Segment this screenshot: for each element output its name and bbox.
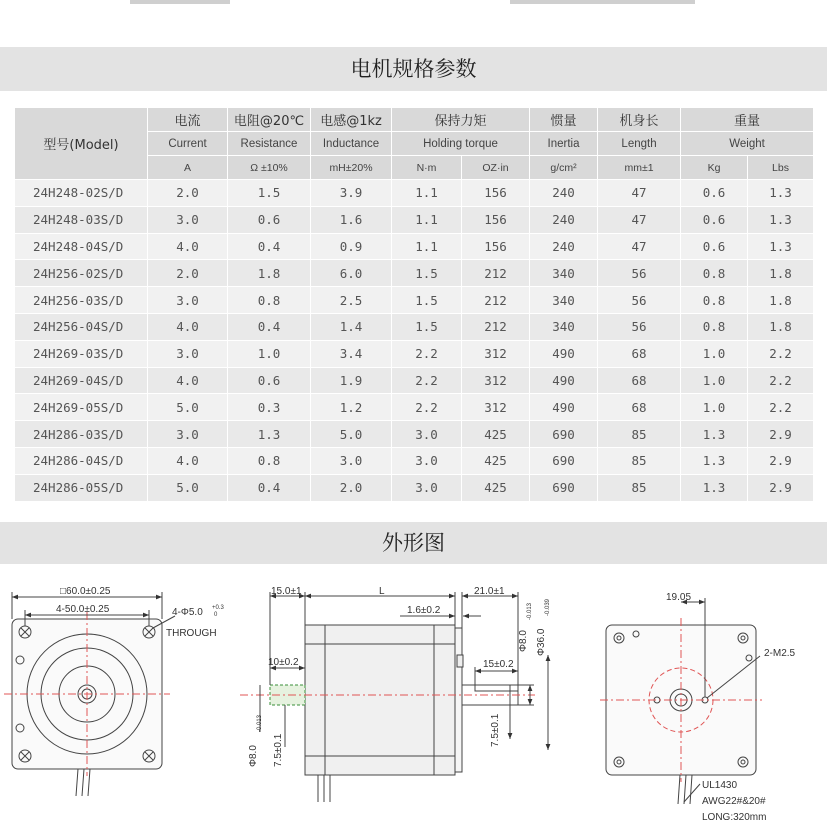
- cell-inductance: 1.2: [311, 394, 392, 421]
- side-view: [240, 592, 548, 802]
- top-fragment-right: [510, 0, 695, 4]
- table-row: [15, 340, 814, 367]
- cell-resistance: 0.6: [228, 367, 311, 394]
- cell-inductance: 1.4: [311, 313, 392, 340]
- cell-resistance: 0.6: [228, 206, 311, 233]
- cell-resistance: 0.4: [228, 233, 311, 260]
- side-dim-flat: 15±0.2: [483, 659, 514, 670]
- cell-torque-nm: 3.0: [392, 447, 462, 474]
- weight-header-en: Weight: [681, 132, 814, 156]
- cell-length: 56: [598, 313, 681, 340]
- side-dia-shaft: Φ8.0: [518, 630, 529, 652]
- top-fragment-left: [130, 0, 230, 4]
- table-row: [15, 447, 814, 474]
- cell-length: 56: [598, 287, 681, 314]
- cell-inductance: 1.6: [311, 206, 392, 233]
- inductance-unit: mH±20%: [311, 156, 392, 180]
- cell-weight-lbs: 2.9: [748, 474, 814, 501]
- cell-inductance: 0.9: [311, 233, 392, 260]
- rear-lead-leader: [684, 784, 700, 802]
- current-unit: A: [148, 156, 228, 180]
- side-body: [305, 625, 455, 775]
- cell-resistance: 1.3: [228, 421, 311, 448]
- length-header-cn: 机身长: [598, 108, 681, 132]
- rear-dim-spacing: 19.05: [666, 592, 692, 603]
- cell-torque-ozin: 425: [462, 421, 530, 448]
- cell-weight-kg: 1.0: [681, 340, 748, 367]
- cell-torque-nm: 1.1: [392, 233, 462, 260]
- cell-inertia: 490: [530, 367, 598, 394]
- cell-length: 47: [598, 206, 681, 233]
- cell-torque-nm: 2.2: [392, 367, 462, 394]
- cell-length: 47: [598, 233, 681, 260]
- cell-weight-kg: 1.0: [681, 367, 748, 394]
- cell-weight-kg: 0.6: [681, 206, 748, 233]
- rear-lead-spec-1: UL1430: [702, 780, 738, 791]
- cell-torque-ozin: 156: [462, 206, 530, 233]
- cell-length: 85: [598, 421, 681, 448]
- cell-torque-ozin: 212: [462, 260, 530, 287]
- cell-torque-ozin: 425: [462, 474, 530, 501]
- spec-table-body: [15, 180, 814, 502]
- cell-weight-lbs: 2.2: [748, 340, 814, 367]
- cell-torque-nm: 1.5: [392, 260, 462, 287]
- cell-torque-ozin: 425: [462, 447, 530, 474]
- cell-inertia: 340: [530, 260, 598, 287]
- side-dim-shaft: 21.0±1: [474, 586, 505, 597]
- table-row: [15, 180, 814, 207]
- cell-resistance: 0.4: [228, 313, 311, 340]
- cell-resistance: 1.8: [228, 260, 311, 287]
- cell-weight-kg: 0.6: [681, 180, 748, 207]
- cell-weight-lbs: 1.3: [748, 206, 814, 233]
- cell-current: 2.0: [148, 180, 228, 207]
- front-dim-square: □60.0±0.25: [60, 586, 111, 597]
- weight-unit-lbs: Lbs: [748, 156, 814, 180]
- torque-header-cn: 保持力矩: [392, 108, 530, 132]
- inertia-header-cn: 惯量: [530, 108, 598, 132]
- cell-current: 4.0: [148, 313, 228, 340]
- cell-model: 24H256-04S/D: [15, 313, 148, 340]
- cell-length: 68: [598, 367, 681, 394]
- cell-current: 4.0: [148, 447, 228, 474]
- side-dia-boss-tol: -0.039: [545, 598, 551, 616]
- front-hole-note: 4-Φ5.0: [172, 607, 203, 618]
- cell-weight-lbs: 1.3: [748, 233, 814, 260]
- side-dim-body: L: [379, 586, 385, 597]
- inductance-header-cn: 电感@1kz: [311, 108, 392, 132]
- table-row: [15, 367, 814, 394]
- cell-model: 24H269-04S/D: [15, 367, 148, 394]
- cell-torque-ozin: 312: [462, 367, 530, 394]
- front-hole-tol-upper: +0.3: [212, 605, 224, 611]
- cell-current: 3.0: [148, 287, 228, 314]
- cell-torque-ozin: 212: [462, 313, 530, 340]
- torque-header-en: Holding torque: [392, 132, 530, 156]
- table-row: [15, 313, 814, 340]
- side-flat-depth: 7.5±0.1: [490, 713, 501, 747]
- cell-weight-lbs: 1.8: [748, 287, 814, 314]
- cell-weight-kg: 1.3: [681, 421, 748, 448]
- cell-current: 2.0: [148, 260, 228, 287]
- cell-weight-lbs: 2.2: [748, 394, 814, 421]
- cell-torque-nm: 1.5: [392, 313, 462, 340]
- cell-weight-lbs: 2.9: [748, 447, 814, 474]
- cell-torque-ozin: 156: [462, 180, 530, 207]
- table-row: [15, 206, 814, 233]
- cell-weight-lbs: 1.3: [748, 180, 814, 207]
- rear-lead-spec-3: LONG:320mm: [702, 812, 767, 823]
- cell-weight-lbs: 2.2: [748, 367, 814, 394]
- cell-current: 5.0: [148, 394, 228, 421]
- cell-current: 4.0: [148, 367, 228, 394]
- cell-inductance: 3.4: [311, 340, 392, 367]
- cell-torque-ozin: 312: [462, 340, 530, 367]
- outline-section-header: [0, 522, 827, 564]
- rear-lead-spec-2: AWG22#&20#: [702, 796, 766, 807]
- cell-resistance: 0.4: [228, 474, 311, 501]
- cell-model: 24H269-03S/D: [15, 340, 148, 367]
- cell-inductance: 3.0: [311, 447, 392, 474]
- front-through: THROUGH: [166, 628, 217, 639]
- cell-inertia: 340: [530, 313, 598, 340]
- cell-model: 24H269-05S/D: [15, 394, 148, 421]
- side-dim-rear-shaft: 10±0.2: [268, 657, 299, 668]
- cell-resistance: 0.3: [228, 394, 311, 421]
- specs-section-header: [0, 47, 827, 91]
- inertia-header-en: Inertia: [530, 132, 598, 156]
- spec-table: [14, 107, 814, 502]
- rear-leads: [678, 775, 692, 804]
- table-row: [15, 474, 814, 501]
- current-header-en: Current: [148, 132, 228, 156]
- cell-inductance: 5.0: [311, 421, 392, 448]
- rear-view: [600, 598, 762, 804]
- table-row: [15, 260, 814, 287]
- cell-torque-ozin: 312: [462, 394, 530, 421]
- cell-current: 3.0: [148, 340, 228, 367]
- outline-drawings: [0, 572, 827, 836]
- cell-model: 24H286-05S/D: [15, 474, 148, 501]
- cell-torque-nm: 3.0: [392, 474, 462, 501]
- cell-inertia: 240: [530, 180, 598, 207]
- cell-current: 3.0: [148, 421, 228, 448]
- table-row: [15, 287, 814, 314]
- side-boss: [457, 655, 463, 667]
- cell-model: 24H248-04S/D: [15, 233, 148, 260]
- cell-model: 24H256-02S/D: [15, 260, 148, 287]
- cell-weight-kg: 1.3: [681, 447, 748, 474]
- cell-inductance: 6.0: [311, 260, 392, 287]
- side-dia-boss: Φ36.0: [536, 628, 547, 656]
- side-dim-flange: 15.0±1: [271, 586, 302, 597]
- table-row: [15, 394, 814, 421]
- side-dia-shaft-tol: -0.013: [527, 602, 533, 620]
- cell-weight-lbs: 1.8: [748, 313, 814, 340]
- cell-model: 24H286-04S/D: [15, 447, 148, 474]
- cell-length: 68: [598, 340, 681, 367]
- outline-section-title: 外形图: [382, 531, 445, 555]
- front-view: [4, 592, 175, 796]
- cell-resistance: 1.5: [228, 180, 311, 207]
- side-rear-dia-tol: -0.013: [257, 714, 263, 732]
- cell-torque-nm: 1.1: [392, 180, 462, 207]
- cell-inductance: 2.0: [311, 474, 392, 501]
- cell-model: 24H248-02S/D: [15, 180, 148, 207]
- cell-weight-kg: 0.8: [681, 287, 748, 314]
- cell-torque-nm: 1.1: [392, 206, 462, 233]
- cell-inertia: 240: [530, 233, 598, 260]
- specs-section-title: 电机规格参数: [350, 57, 477, 81]
- cell-weight-kg: 1.0: [681, 394, 748, 421]
- length-header-en: Length: [598, 132, 681, 156]
- cell-weight-lbs: 2.9: [748, 421, 814, 448]
- cell-inductance: 2.5: [311, 287, 392, 314]
- side-dim-boss: 1.6±0.2: [407, 605, 441, 616]
- inertia-unit: g/cm²: [530, 156, 598, 180]
- cell-inductance: 1.9: [311, 367, 392, 394]
- cell-current: 5.0: [148, 474, 228, 501]
- cell-inertia: 490: [530, 394, 598, 421]
- cell-weight-kg: 1.3: [681, 474, 748, 501]
- cell-inertia: 690: [530, 447, 598, 474]
- side-flange: [455, 628, 462, 772]
- cell-weight-kg: 0.8: [681, 260, 748, 287]
- resistance-header-en: Resistance: [228, 132, 311, 156]
- cell-length: 85: [598, 474, 681, 501]
- front-leads: [76, 769, 90, 796]
- model-header: 型号(Model): [15, 108, 148, 180]
- cell-length: 56: [598, 260, 681, 287]
- cell-resistance: 1.0: [228, 340, 311, 367]
- cell-inertia: 690: [530, 421, 598, 448]
- cell-length: 68: [598, 394, 681, 421]
- cell-model: 24H256-03S/D: [15, 287, 148, 314]
- cell-length: 85: [598, 447, 681, 474]
- cell-torque-nm: 2.2: [392, 394, 462, 421]
- current-header-cn: 电流: [148, 108, 228, 132]
- rear-thread-note: 2-M2.5: [764, 648, 796, 659]
- weight-header-cn: 重量: [681, 108, 814, 132]
- torque-unit-nm: N·m: [392, 156, 462, 180]
- length-unit: mm±1: [598, 156, 681, 180]
- cell-inertia: 340: [530, 287, 598, 314]
- cell-inductance: 3.9: [311, 180, 392, 207]
- cell-model: 24H248-03S/D: [15, 206, 148, 233]
- side-rear-flat-depth: 7.5±0.1: [273, 733, 284, 767]
- cell-torque-nm: 3.0: [392, 421, 462, 448]
- cell-resistance: 0.8: [228, 287, 311, 314]
- table-row: [15, 233, 814, 260]
- side-leads: [318, 775, 330, 802]
- torque-unit-ozin: OZ·in: [462, 156, 530, 180]
- cell-weight-lbs: 1.8: [748, 260, 814, 287]
- cell-torque-nm: 2.2: [392, 340, 462, 367]
- cell-resistance: 0.8: [228, 447, 311, 474]
- cell-inertia: 690: [530, 474, 598, 501]
- cell-weight-kg: 0.6: [681, 233, 748, 260]
- inductance-header-en: Inductance: [311, 132, 392, 156]
- front-hole-tol-lower: 0: [214, 612, 218, 618]
- table-row: [15, 421, 814, 448]
- cell-inertia: 490: [530, 340, 598, 367]
- weight-unit-kg: Kg: [681, 156, 748, 180]
- cell-current: 3.0: [148, 206, 228, 233]
- resistance-header-cn: 电阻@20℃: [228, 108, 311, 132]
- resistance-unit: Ω ±10%: [228, 156, 311, 180]
- cell-weight-kg: 0.8: [681, 313, 748, 340]
- cell-torque-nm: 1.5: [392, 287, 462, 314]
- cell-length: 47: [598, 180, 681, 207]
- cell-current: 4.0: [148, 233, 228, 260]
- side-rear-dia-shaft: Φ8.0: [248, 745, 259, 767]
- cell-torque-ozin: 156: [462, 233, 530, 260]
- front-dim-holes: 4-50.0±0.25: [56, 604, 110, 615]
- cell-inertia: 240: [530, 206, 598, 233]
- cell-torque-ozin: 212: [462, 287, 530, 314]
- cell-model: 24H286-03S/D: [15, 421, 148, 448]
